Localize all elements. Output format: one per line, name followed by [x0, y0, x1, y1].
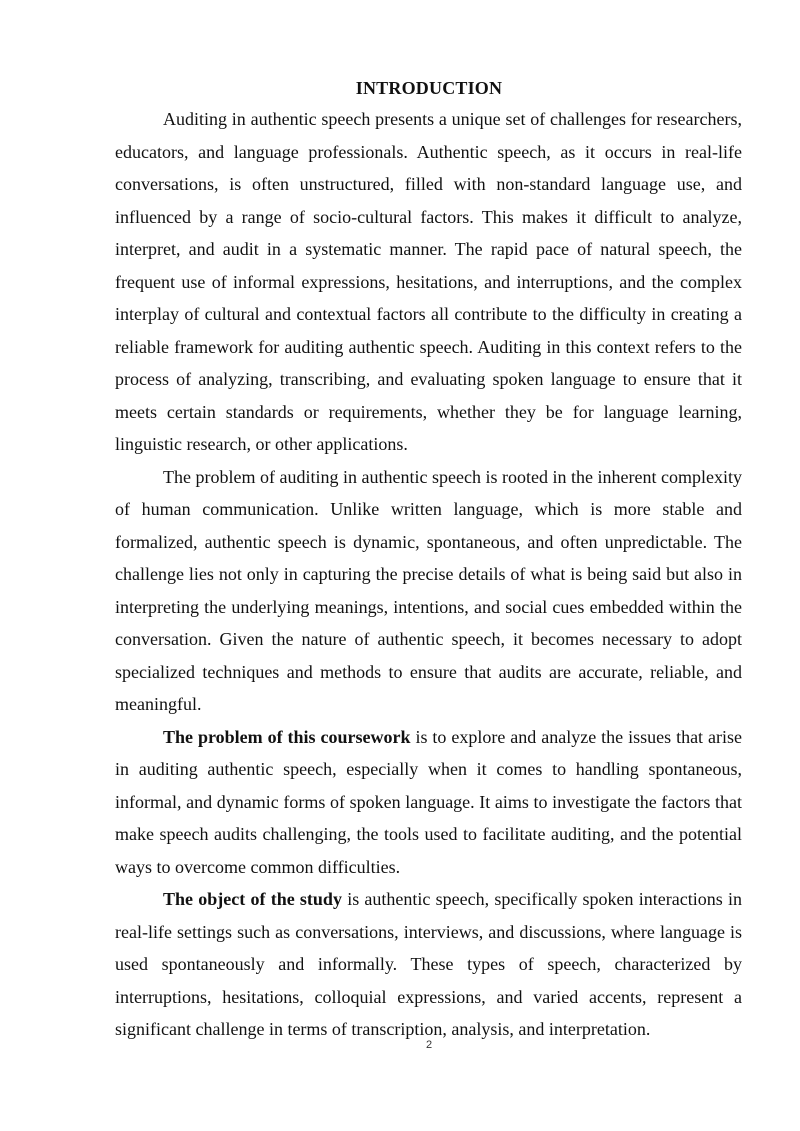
document-body	[115, 103, 742, 1046]
paragraph-text: Auditing in authentic speech presents a unique set of challenges for researchers, educators, and language professionals. Authentic speech, as it occurs in real-life conversations, is often unstructured, filled with non-standard language use, and influenced by a range of socio-cultural factors. This makes it difficult to analyze, interpret, and audit in a systematic manner. The rapid pace of natural speech, the frequent use of informal expressions, hesitations, and interruptions, and the complex interplay of cultural and contextual factors all contribute to the difficulty in creating a reliable framework for auditing authentic speech. Auditing in this context refers to the process of analyzing, transcribing, and evaluating spoken language to ensure that it meets certain standards or requirements, whether they be for language learning, linguistic research, or other applications.	[115, 109, 742, 454]
paragraph-intro	[115, 103, 742, 461]
paragraph-text: The problem of auditing in authentic speech is rooted in the inherent complexity of human communication. Unlike written language, which is more stable and formalized, authentic speech is dynamic, spontaneous, and often unpredictable. The challenge lies not only in capturing the precise details of what is being said but also in interpreting the underlying meanings, intentions, and social cues embedded within the conversation. Given the nature of authentic speech, it becomes necessary to adopt specialized techniques and methods to ensure that audits are accurate, reliable, and meaningful.	[115, 466, 742, 714]
page-title: INTRODUCTION	[355, 78, 503, 98]
paragraph-text: is authentic speech, specifically spoken interactions in real-life settings such as conversations, interviews, and discussions, where language is used spontaneously and informally. These types of speech, characterized by interruptions, hesitations, colloquial expressions, and varied accents, represent a significant challenge in terms of transcription, analysis, and interpretation.	[115, 889, 742, 1039]
paragraph-lead: The object of the study	[163, 889, 342, 909]
paragraph-text: is to explore and analyze the issues that arise in auditing authentic speech, especially when it comes to handling spontaneous, informal, and dynamic forms of spoken language. It aims to investigate the factors that make speech audits challenging, the tools used to facilitate auditing, and the potential ways to overcome common difficulties.	[115, 726, 742, 877]
page-number: 2	[425, 1039, 433, 1051]
paragraph-coursework-problem	[115, 721, 742, 884]
paragraph-object-of-study	[115, 883, 742, 1046]
paragraph-lead: The problem of this coursework	[163, 726, 411, 747]
paragraph-problem-of-auditing	[115, 461, 742, 721]
